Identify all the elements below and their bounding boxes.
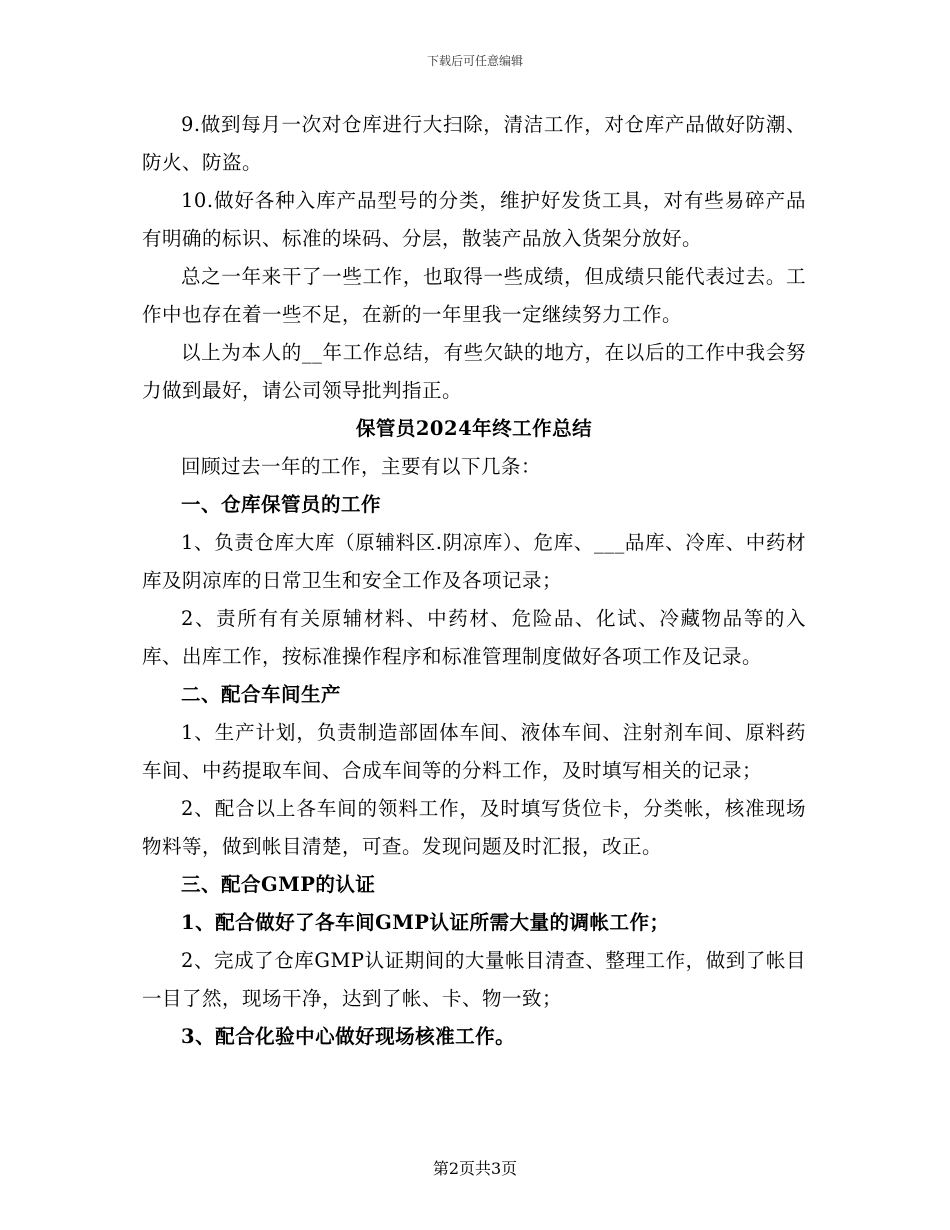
section-title: 保管员2024年终工作总结 [355,417,593,440]
paragraph-summary: 总之一年来干了一些工作，也取得一些成绩，但成绩只能代表过去。工作中也存在着一些不足，在新的一年里我一定继续努力工作。 [142,265,806,326]
item-3-2: 2、完成了仓库GMP认证期间的大量帐目清查、整理工作，做到了帐目一目了然，现场干净，达到了帐、卡、物一致； [142,949,806,1010]
item-3-1: 1、配合做好了各车间GMP认证所需大量的调帐工作； [181,911,670,934]
paragraph-closing: 以上为本人的__年工作总结，有些欠缺的地方，在以后的工作中我会努力做到最好，请公司领导批判指正。 [142,341,806,402]
page-number: 第2页共3页 [432,1159,518,1178]
intro-paragraph: 回顾过去一年的工作，主要有以下几条： [181,455,542,478]
heading-warehouse-keeper: 一、仓库保管员的工作 [181,493,382,516]
heading-workshop-production: 二、配合车间生产 [181,683,342,706]
paragraph-item-9: 9.做到每月一次对仓库进行大扫除，清洁工作，对仓库产品做好防潮、防火、防盗。 [142,113,806,174]
item-3-3: 3、配合化验中心做好现场核准工作。 [181,1025,516,1048]
item-2-1: 1、生产计划，负责制造部固体车间、液体车间、注射剂车间、原料药车间、中药提取车间、合成车间等的分料工作，及时填写相关的记录； [142,721,806,782]
item-2-2: 2、配合以上各车间的领料工作，及时填写货位卡，分类帐，核准现场物料等，做到帐目清楚，可查。发现问题及时汇报，改正。 [142,797,806,858]
paragraph-item-10: 10.做好各种入库产品型号的分类，维护好发货工具，对有些易碎产品有明确的标识、标准的垛码、分层，散装产品放入货架分放好。 [142,189,806,250]
item-1-1: 1、负责仓库大库（原辅料区.阴凉库）、危库、___品库、冷库、中药材库及阴凉库的日常卫生和安全工作及各项记录； [142,531,806,592]
document-body [142,106,806,1056]
item-1-2: 2、责所有有关原辅材料、中药材、危险品、化试、冷藏物品等的入库、出库工作，按标准操作程序和标准管理制度做好各项工作及记录。 [142,607,806,668]
header-note: 下载后可任意编辑 [426,54,523,68]
heading-gmp-certification: 三、配合GMP的认证 [181,873,376,896]
